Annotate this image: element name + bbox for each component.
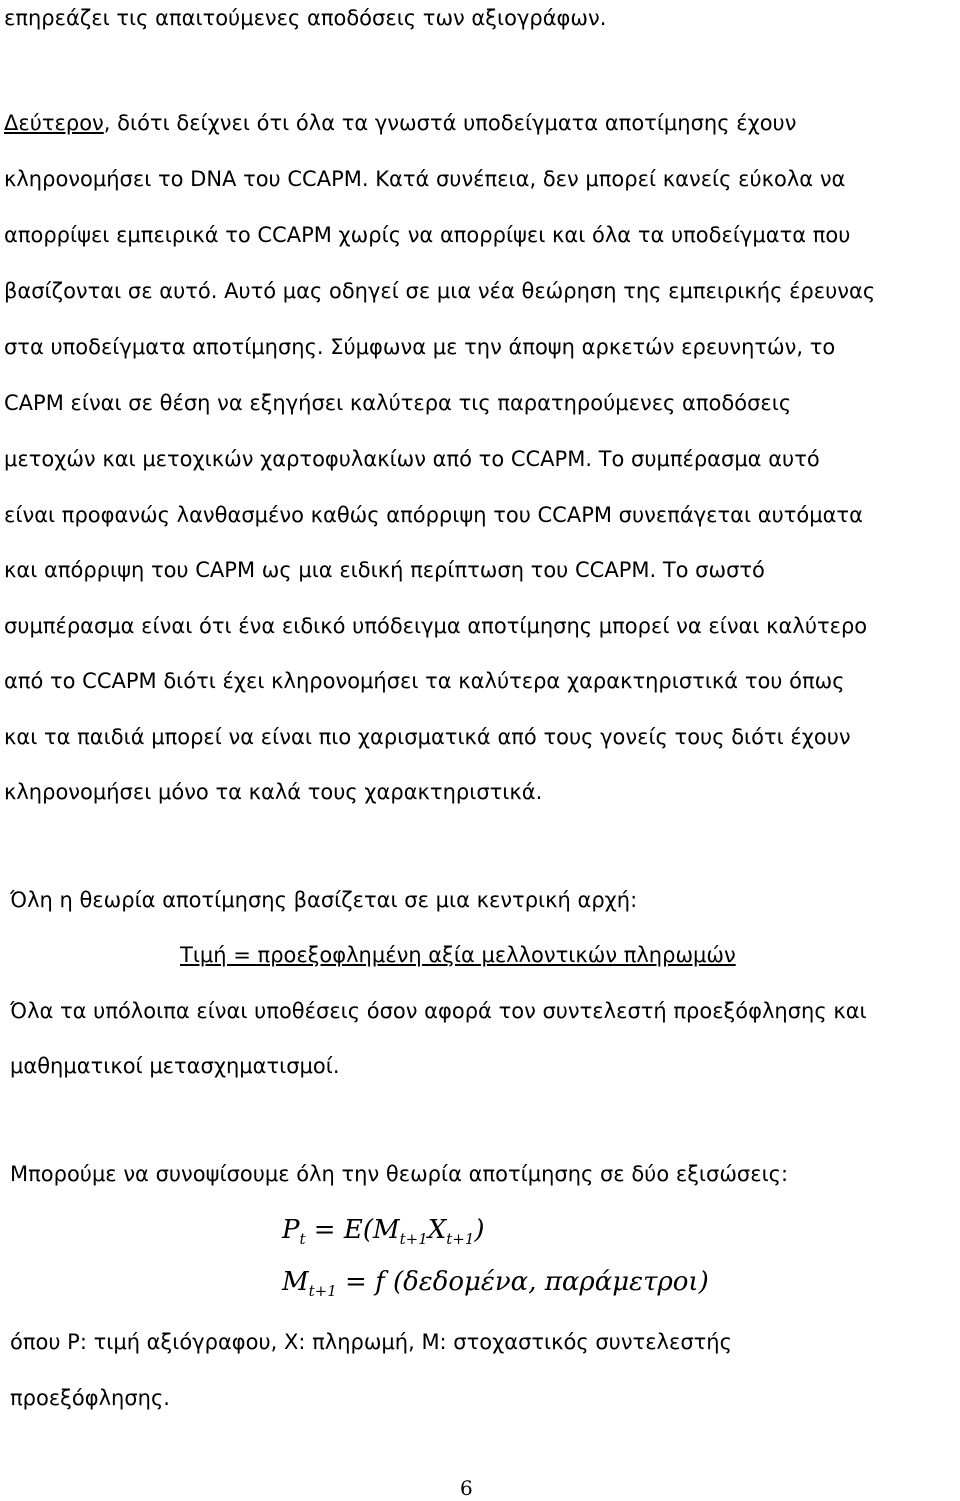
eq2-rhs: = f (δεδομένα, παράμετροι): [336, 1267, 709, 1297]
text-line: κληρονομήσει το DNA του CCAPM. Κατά συνέπεια, δεν μπορεί κανείς εύκολα να: [4, 167, 846, 191]
text-line: συμπέρασμα είναι ότι ένα ειδικό υπόδειγμα αποτίμησης μπορεί να είναι καλύτερο: [4, 614, 868, 638]
principle-statement: Τιμή = προεξοφλημένη αξία μελλοντικών πληρωμών: [180, 943, 736, 967]
text-line: και απόρριψη του CAPM ως μια ειδική περίπτωση του CCAPM. Το σωστό: [4, 558, 765, 582]
eq1-part: X: [427, 1215, 447, 1245]
eq1-part: ): [474, 1215, 485, 1245]
page-number: 6: [460, 1476, 473, 1500]
legend-line: όπου P: τιμή αξιόγραφου, X: πληρωμή, M: στοχαστικός συντελεστής: [10, 1330, 732, 1354]
eq1-subscript: t+1: [446, 1230, 475, 1248]
text-line: από το CCAPM διότι έχει κληρονομήσει τα καλύτερα χαρακτηριστικά του όπως: [4, 669, 845, 693]
equation-2: [282, 1266, 709, 1307]
eq1-lhs-subscript: t: [299, 1230, 306, 1248]
eq2-lhs-subscript: t+1: [308, 1282, 337, 1300]
eq2-lhs: M: [282, 1267, 309, 1297]
equations-intro: Μπορούμε να συνοψίσουμε όλη την θεωρία αποτίμησης σε δύο εξισώσεις:: [10, 1162, 789, 1186]
text-line: CAPM είναι σε θέση να εξηγήσει καλύτερα τις παρατηρούμενες αποδόσεις: [4, 391, 792, 415]
text-line: και τα παιδιά μπορεί να είναι πιο χαρισματικά από τους γονείς τους διότι έχουν: [4, 725, 851, 749]
text-line: [4, 109, 796, 137]
text-line: βασίζονται σε αυτό. Αυτό μας οδηγεί σε μια νέα θεώρηση της εμπειρικής έρευνας: [4, 279, 876, 303]
eq1-lhs: P: [282, 1215, 300, 1245]
text-line: είναι προφανώς λανθασμένο καθώς απόρριψη του CCAPM συνεπάγεται αυτόματα: [4, 503, 863, 527]
text-line: απορρίψει εμπειρικά το CCAPM χωρίς να απορρίψει και όλα τα υποδείγματα που: [4, 223, 851, 247]
text-line: Όλα τα υπόλοιπα είναι υποθέσεις όσον αφορά τον συντελεστή προεξόφλησης και: [10, 999, 867, 1023]
text-line: κληρονομήσει μόνο τα καλά τους χαρακτηριστικά.: [4, 780, 543, 804]
text-line: στα υποδείγματα αποτίμησης. Σύμφωνα με την άποψη αρκετών ερευνητών, το: [4, 335, 836, 359]
text-line: επηρεάζει τις απαιτούμενες αποδόσεις των αξιογράφων.: [4, 6, 607, 30]
text-line: μετοχών και μετοχικών χαρτοφυλακίων από το CCAPM. Το συμπέρασμα αυτό: [4, 447, 820, 471]
principle-intro: Όλη η θεωρία αποτίμησης βασίζεται σε μια κεντρική αρχή:: [10, 888, 638, 912]
equation-1: [282, 1214, 485, 1255]
eq1-subscript: t+1: [399, 1230, 428, 1248]
text-line: μαθηματικοί μετασχηματισμοί.: [10, 1054, 340, 1078]
text-span: , διότι δείχνει ότι όλα τα γνωστά υποδείγματα αποτίμησης έχουν: [103, 111, 797, 135]
eq1-part: = E(M: [305, 1215, 400, 1245]
underlined-word: Δεύτερον: [4, 111, 104, 135]
legend-line: προεξόφλησης.: [10, 1386, 170, 1410]
